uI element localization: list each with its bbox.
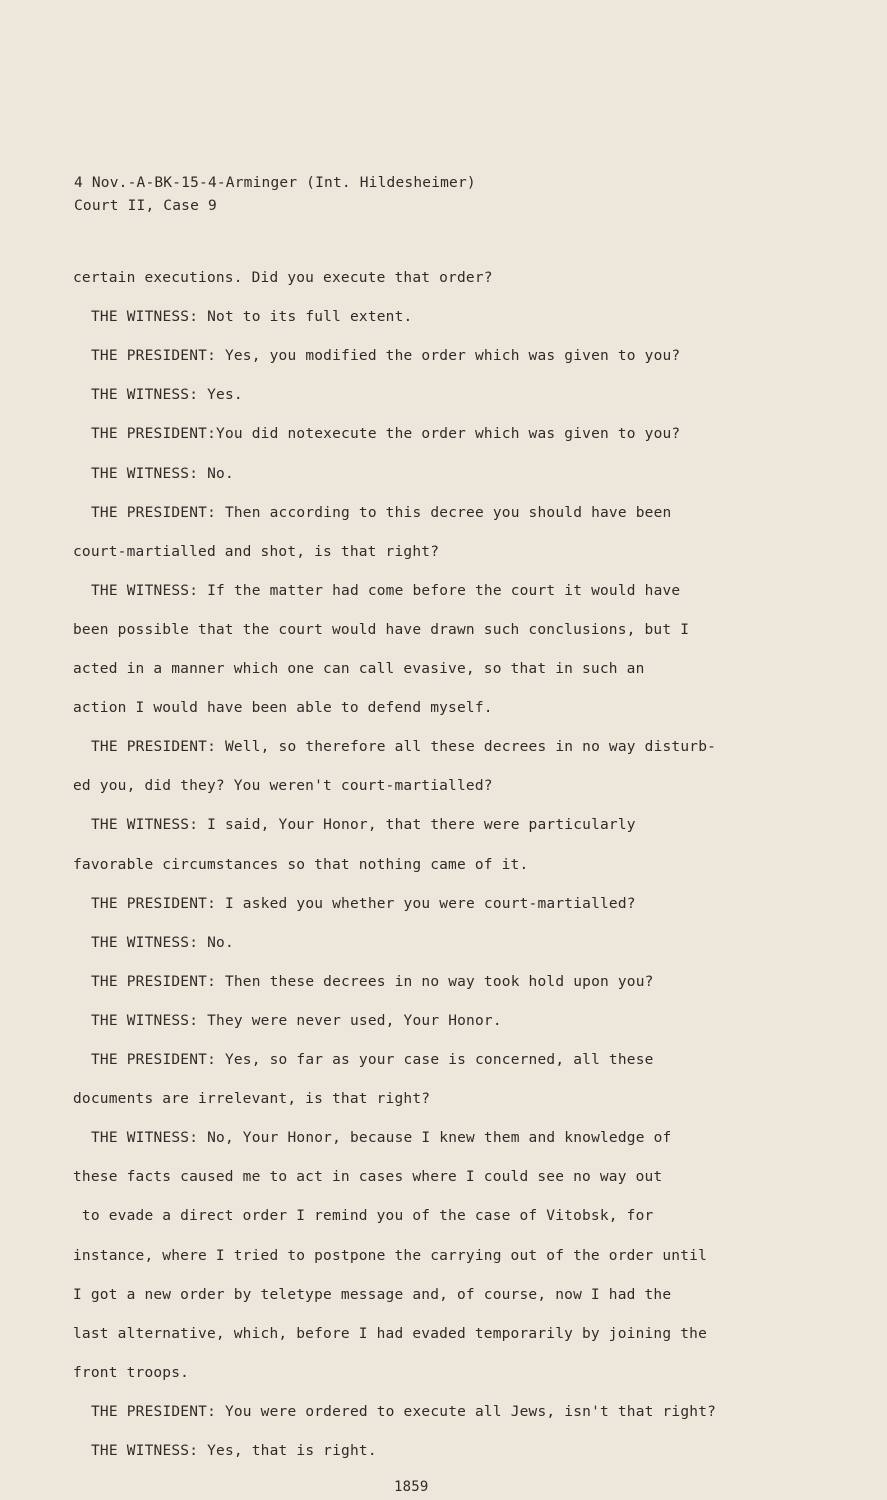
transcript-line: to evade a direct order I remind you of the case of Vitobsk, for (73, 1208, 654, 1224)
transcript-line: THE WITNESS: No. (91, 935, 234, 951)
transcript-line: THE WITNESS: No. (91, 466, 234, 482)
transcript-line: THE PRESIDENT: I asked you whether you were court-martialled? (91, 896, 636, 912)
transcript-line: THE PRESIDENT: Yes, so far as your case is concerned, all these (91, 1052, 654, 1068)
transcript-line: front troops. (73, 1365, 190, 1381)
transcript-line: THE WITNESS: No, Your Honor, because I knew them and knowledge of (91, 1130, 672, 1146)
transcript-line: THE PRESIDENT:You did notexecute the order which was given to you? (91, 426, 681, 442)
transcript-line: THE PRESIDENT: Then these decrees in no way took hold upon you? (91, 974, 654, 990)
transcript-line: THE WITNESS: If the matter had come before the court it would have (91, 583, 681, 599)
transcript-line: THE PRESIDENT: Yes, you modified the order which was given to you? (91, 348, 681, 364)
transcript-line: court-martialled and shot, is that right? (73, 544, 440, 560)
transcript-line: THE WITNESS: Yes, that is right. (91, 1443, 377, 1459)
transcript-line: THE WITNESS: Not to its full extent. (91, 309, 413, 325)
transcript-line: THE PRESIDENT: Then according to this decree you should have been (91, 505, 672, 521)
transcript-line: these facts caused me to act in cases where I could see no way out (73, 1169, 663, 1185)
transcript-line: acted in a manner which one can call evasive, so that in such an (73, 661, 645, 677)
transcript-line: last alternative, which, before I had evaded temporarily by joining the (73, 1326, 708, 1342)
transcript-line: THE WITNESS: Yes. (91, 387, 243, 403)
transcript-line: favorable circumstances so that nothing came of it. (73, 857, 529, 873)
document-header (74, 172, 476, 218)
transcript-line: I got a new order by teletype message and, of course, now I had the (73, 1287, 672, 1303)
transcript-line: THE WITNESS: They were never used, Your Honor. (91, 1013, 502, 1029)
transcript-line: ed you, did they? You weren't court-martialled? (73, 778, 493, 794)
transcript-line: THE WITNESS: I said, Your Honor, that there were particularly (91, 817, 636, 833)
transcript-line: action I would have been able to defend myself. (73, 700, 493, 716)
transcript-line: instance, where I tried to postpone the carrying out of the order until (73, 1248, 708, 1264)
transcript-line: documents are irrelevant, is that right? (73, 1091, 431, 1107)
transcript-line: THE PRESIDENT: You were ordered to execute all Jews, isn't that right? (91, 1404, 717, 1420)
header-court-line: Court II, Case 9 (74, 198, 217, 214)
transcript-line: certain executions. Did you execute that order? (73, 270, 493, 286)
page-number: 1859 (394, 1479, 429, 1495)
transcript-line: THE PRESIDENT: Well, so therefore all these decrees in no way disturb- (91, 739, 717, 755)
header-reference-line: 4 Nov.-A-BK-15-4-Arminger (Int. Hildesheimer) (74, 175, 476, 191)
transcript-line: been possible that the court would have drawn such conclusions, but I (73, 622, 690, 638)
